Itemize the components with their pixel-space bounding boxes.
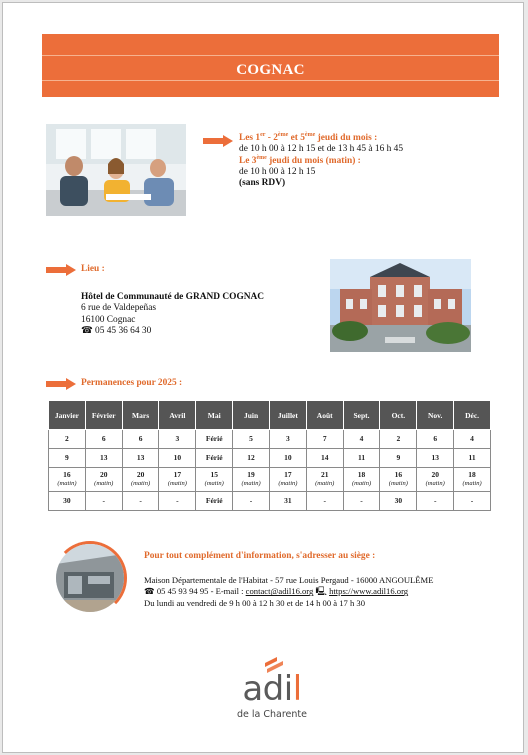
table-cell: - xyxy=(159,492,196,511)
table-cell: 10 xyxy=(159,449,196,468)
table-cell: 20 (matin) xyxy=(417,468,454,492)
permanences-heading: Permanences pour 2025 : xyxy=(81,378,183,388)
table-cell: 16 (matin) xyxy=(380,468,417,492)
table-cell: 3 xyxy=(159,430,196,449)
website-link[interactable]: https://www.adil16.org xyxy=(329,586,409,597)
table-cell: 20 (matin) xyxy=(85,468,122,492)
lieu-block xyxy=(81,292,264,337)
contact-hours: Du lundi au vendredi de 9 h 00 à 12 h 30 et de 14 h 00 à 17 h 30 xyxy=(144,597,366,608)
table-cell: 17 (matin) xyxy=(269,468,306,492)
page-title: COGNAC xyxy=(236,62,305,78)
table-cell: 30 xyxy=(380,492,417,511)
meeting-photo xyxy=(46,124,186,216)
table-cell: 17 (matin) xyxy=(159,468,196,492)
table-cell: - xyxy=(122,492,159,511)
lieu-name: Hôtel de Communauté de GRAND COGNAC xyxy=(81,292,265,302)
month-header: Juillet xyxy=(269,401,306,430)
table-cell: 16 (matin) xyxy=(49,468,86,492)
schedule-line3: Le 3ème jeudi du mois (matin) : xyxy=(239,154,361,166)
table-cell: 18 (matin) xyxy=(343,468,380,492)
table-cell: - xyxy=(454,492,491,511)
table-cell: 14 xyxy=(306,449,343,468)
table-cell: 12 xyxy=(233,449,270,468)
table-row xyxy=(49,449,491,468)
lieu-phone: ☎ 05 45 36 64 30 xyxy=(81,325,152,336)
logo-wordmark: adil xyxy=(242,669,302,709)
month-header: Déc. xyxy=(454,401,491,430)
table-cell: - xyxy=(233,492,270,511)
permanences-table xyxy=(48,400,491,511)
table-cell: 3 xyxy=(269,430,306,449)
contact-phone-line xyxy=(144,586,433,597)
month-header: Février xyxy=(85,401,122,430)
table-row xyxy=(49,492,491,511)
table-cell: - xyxy=(306,492,343,511)
table-cell: 9 xyxy=(49,449,86,468)
table-cell: 15 (matin) xyxy=(196,468,233,492)
table-cell: 20 (matin) xyxy=(122,468,159,492)
arrow-icon xyxy=(203,135,233,147)
contact-address: Maison Départementale de l'Habitat - 57 rue Louis Pergaud - 16000 ANGOULÊME xyxy=(144,575,434,585)
schedule-line2: de 10 h 00 à 12 h 15 et de 13 h 45 à 16 h 45 xyxy=(239,144,404,155)
schedule-block xyxy=(239,133,403,189)
web-sep: 🖳 xyxy=(313,586,330,597)
table-cell: 11 xyxy=(343,449,380,468)
table-cell: 13 xyxy=(85,449,122,468)
lieu-city: 16100 Cognac xyxy=(81,314,136,325)
document-page xyxy=(2,2,524,753)
table-cell: 4 xyxy=(454,430,491,449)
month-header: Sept. xyxy=(343,401,380,430)
table-cell: 5 xyxy=(233,430,270,449)
month-header: Juin xyxy=(233,401,270,430)
table-cell: 13 xyxy=(417,449,454,468)
schedule-line4: de 10 h 00 à 12 h 15 xyxy=(239,166,316,177)
table-cell: 13 xyxy=(122,449,159,468)
arrow-icon xyxy=(46,378,76,390)
month-header: Avril xyxy=(159,401,196,430)
table-cell: 6 xyxy=(122,430,159,449)
table-header-row xyxy=(49,401,491,430)
table-cell: 4 xyxy=(343,430,380,449)
title-banner xyxy=(42,34,499,97)
table-cell: Férié xyxy=(196,492,233,511)
contact-phone: ☎ 05 45 93 94 95 - E-mail : xyxy=(144,586,246,597)
table-cell: 11 xyxy=(454,449,491,468)
table-cell: - xyxy=(343,492,380,511)
lieu-heading: Lieu : xyxy=(81,264,105,274)
table-row xyxy=(49,468,491,492)
schedule-line5: (sans RDV) xyxy=(239,178,286,189)
table-cell: 10 xyxy=(269,449,306,468)
month-header: Mars xyxy=(122,401,159,430)
table-cell: - xyxy=(417,492,454,511)
table-cell: 7 xyxy=(306,430,343,449)
table-cell: 18 (matin) xyxy=(454,468,491,492)
month-header: Mai xyxy=(196,401,233,430)
month-header: Oct. xyxy=(380,401,417,430)
table-cell: Férié xyxy=(196,430,233,449)
table-cell: 6 xyxy=(85,430,122,449)
month-header: Août xyxy=(306,401,343,430)
contact-block xyxy=(144,575,433,609)
table-cell: 2 xyxy=(49,430,86,449)
email-link[interactable]: contact@adil16.org xyxy=(245,586,314,597)
table-cell: Férié xyxy=(196,449,233,468)
table-cell: 9 xyxy=(380,449,417,468)
table-cell: 2 xyxy=(380,430,417,449)
table-cell: 6 xyxy=(417,430,454,449)
table-cell: - xyxy=(85,492,122,511)
contact-heading: Pour tout complément d'information, s'adresser au siège : xyxy=(144,551,376,561)
table-cell: 19 (matin) xyxy=(233,468,270,492)
table-cell: 30 xyxy=(49,492,86,511)
table-cell: 21 (matin) xyxy=(306,468,343,492)
arrow-icon xyxy=(46,264,76,276)
table-cell: 31 xyxy=(269,492,306,511)
adil-logo xyxy=(227,655,317,723)
building-photo xyxy=(330,259,471,352)
schedule-line1: Les 1er - 2ème et 5ème jeudi du mois : xyxy=(239,131,378,143)
logo-subtitle: de la Charente xyxy=(237,709,307,720)
siege-photo xyxy=(53,541,127,615)
table-row xyxy=(49,430,491,449)
month-header: Nov. xyxy=(417,401,454,430)
lieu-street: 6 rue de Valdepeñas xyxy=(81,303,157,314)
month-header: Janvier xyxy=(49,401,86,430)
